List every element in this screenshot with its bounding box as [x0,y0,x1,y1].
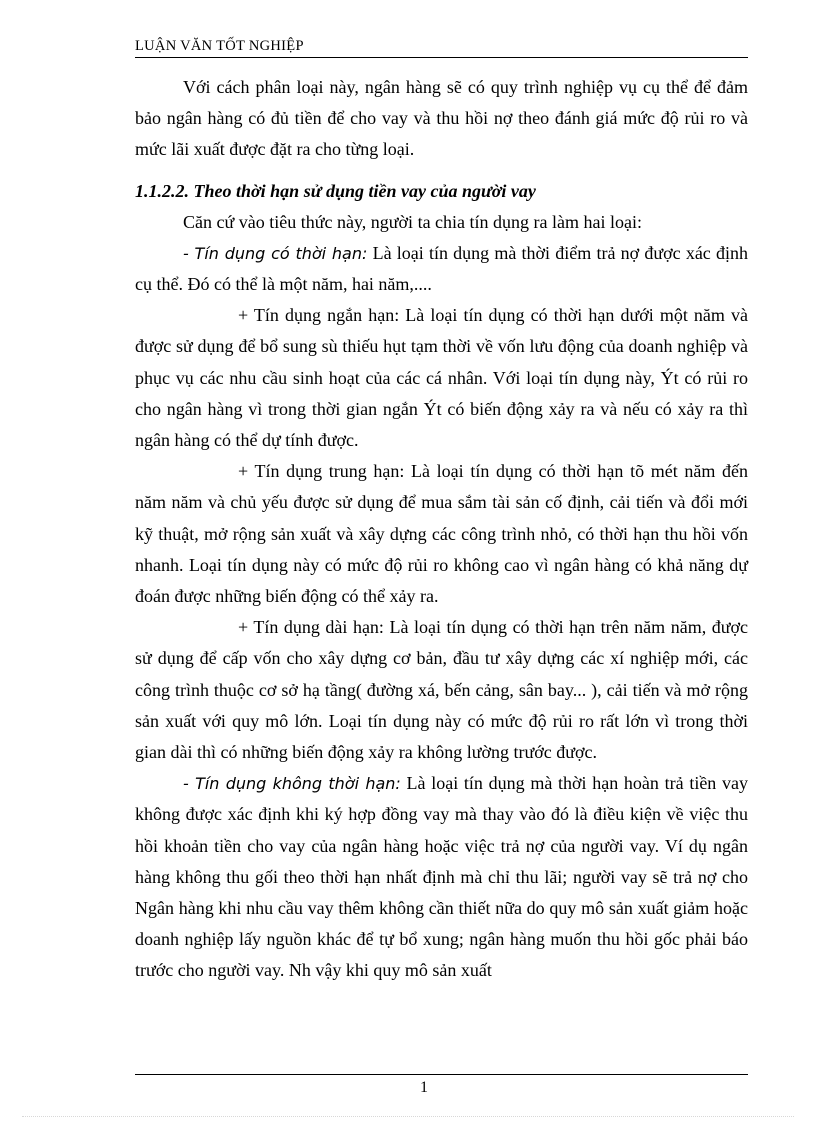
running-header: LUẬN VĂN TỐT NGHIỆP [135,38,304,54]
page-number: 1 [420,1079,428,1096]
paragraph-long-term-credit: + Tín dụng dài hạn: Là loại tín dụng có thời hạn trên năm năm, được sử dụng để cấp vốn cho xây dựng cơ bản, đầu tư xây dựng các xí nghiệp mới, các công trình thuộc cơ sở hạ tầng( đường xá, bến cảng, sân bay... ), cải tiến và mở rộng sản xuất với quy mô lớn. Loại tín dụng này có mức độ rủi ro rất lớn vì trong thời gian dài thì có những biến động xảy ra không lường trước được. [135,617,748,763]
paragraph-short-term-credit: + Tín dụng ngắn hạn: Là loại tín dụng có thời hạn dưới một năm và được sử dụng để bổ sung sù thiếu hụt tạm thời về vốn lưu động của doanh nghiệp và phục vụ các nhu cầu sinh hoạt của các cá nhân. Với loại tín dụng này, Ýt có rủi ro cho ngân hàng vì trong thời gian ngắn Ýt có biến động xảy ra và nếu có xảy ra thì ngân hàng có thể dự tính được. [135,305,748,451]
page-edge-dotted-line [22,1116,794,1117]
footer-rule [135,1074,748,1075]
term-open-credit: - Tín dụng không thời hạn: [183,774,401,794]
term-fixed-credit: - Tín dụng có thời hạn: [183,243,368,263]
term-fixed-credit-definition: Là loại tín dụng mà thời điểm trả nợ được xác định cụ thể. Đó có thể là một năm, hai năm,.... [135,242,748,295]
term-open-credit-definition: Là loại tín dụng mà thời hạn hoàn trả tiền vay không được xác định khi ký hợp đồng vay mà thay vào đó là điều kiện về việc thu hồi khoản tiền cho vay của ngân hàng hoặc việc trả nợ của người vay. Ví dụ ngân hàng không thu gối theo thời hạn nhất định mà chỉ thu lãi; người vay sẽ trả nợ cho Ngân hàng khi nhu cầu vay thêm không cần thiết nữa do quy mô sản xuất giảm hoặc doanh nghiệp lấy nguồn khác để tự bổ xung; ngân hàng muốn thu hồi gốc phải báo trước cho người vay. Nh vậy khi quy mô sản xuất [135,773,748,981]
paragraph-term-credit [135,238,748,300]
paragraph-classification-process: Với cách phân loại này, ngân hàng sẽ có quy trình nghiệp vụ cụ thể để đảm bảo ngân hàng có đủ tiền để cho vay và thu hồi nợ theo đánh giá mức độ rủi ro và mức lãi xuất được đặt ra cho từng loại. [135,77,748,160]
document-body [135,72,748,987]
paragraph-open-term-credit [135,768,748,986]
header-rule [135,57,748,58]
section-heading: 1.1.2.2. Theo thời hạn sử dụng tiền vay của người vay [135,180,536,201]
paragraph-criteria: Căn cứ vào tiêu thức này, người ta chia tín dụng ra làm hai loại: [183,211,642,232]
paragraph-medium-term-credit: + Tín dụng trung hạn: Là loại tín dụng có thời hạn tõ mét năm đến năm năm và chủ yếu được sử dụng để mua sắm tài sản cố định, cải tiến và đổi mới kỹ thuật, mở rộng sản xuất và xây dựng các công trình nhỏ, có thời hạn thu hồi vốn nhanh. Loại tín dụng này có mức độ rủi ro không cao vì ngân hàng có khả năng dự đoán được những biến động có thể xảy ra. [135,461,748,607]
